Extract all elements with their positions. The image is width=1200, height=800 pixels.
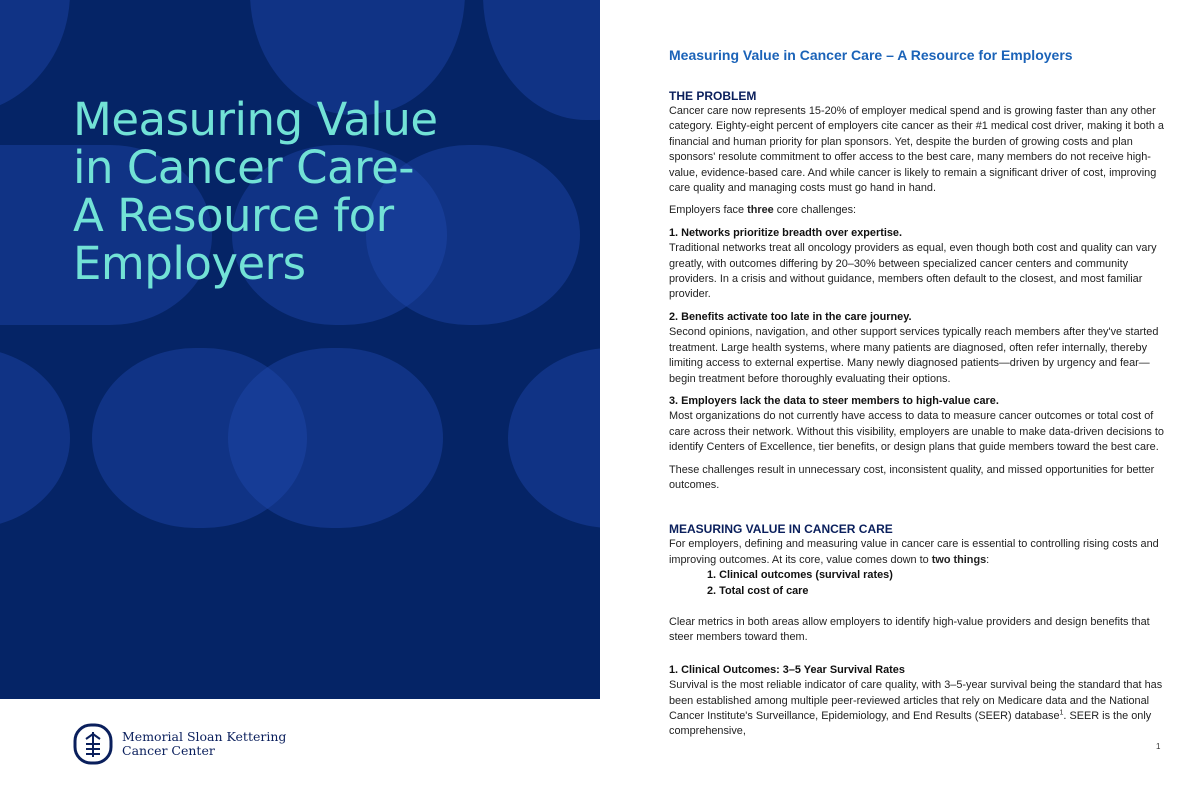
text: . SEER is the only comprehensive, <box>669 710 1152 738</box>
logo-line-2: Cancer Center <box>122 743 215 758</box>
text: Survival is the most reliable indicator of care quality, with 3–5-year survival being the standard that has been established among multiple peer-reviewed articles that rely on Medicare data and the National Cancer Institute's Surveillance, Epidemiology, and End Results (SEER) database <box>669 679 1163 722</box>
cover-title: Measuring Value in Cancer Care- A Resource for Employers <box>73 93 438 290</box>
decorative-shape <box>508 348 600 528</box>
challenge-2-text: Second opinions, navigation, and other support services typically reach members after they've started treatment. Large health systems, where many patients are diagnosed, often refer internally, thereby limiting access to external expertise. Many newly diagnosed patients—driven by urgency and fear—begin treatment before thoroughly evaluating their options. <box>669 326 1159 385</box>
challenge-1-heading: 1. Networks prioritize breadth over expertise. <box>669 226 903 239</box>
clinical-outcomes-text <box>669 678 1169 740</box>
bold-text: two things <box>931 553 987 566</box>
problem-paragraph: Cancer care now represents 15-20% of employer medical spend and is growing faster than any other category. Eighty-eight percent of employers cite cancer as their #1 medical cost driver, making it both a financial and human priority for plan sponsors. Yet, despite the burden of growing costs and plan sponsors' resolute commitment to offer access to the best care, many members do not receive high-value, evidence-based care. And while cancer is likely to remain a significant driver of cost, improving care quality and managing costs must go hand in hand. <box>669 105 1164 195</box>
footnote-ref[interactable]: 1 <box>1059 709 1064 717</box>
challenge-3-heading: 3. Employers lack the data to steer members to high-value care. <box>669 394 999 407</box>
challenge-3-text: Most organizations do not currently have access to data to measure cancer outcomes or total cost of care across their network. Without this visibility, employers are unable to make data-driven decisions to identify Centers of Excellence, tier benefits, or design plans that guide members toward the best care. <box>669 410 1164 454</box>
list-item: 1. Clinical outcomes (survival rates) <box>707 569 893 582</box>
problem-heading: THE PROBLEM <box>669 89 757 103</box>
challenges-intro <box>669 203 1169 218</box>
document-title: Measuring Value in Cancer Care – A Resource for Employers <box>669 47 1073 63</box>
clinical-outcomes-heading: 1. Clinical Outcomes: 3–5 Year Survival Rates <box>669 663 905 676</box>
text: For employers, defining and measuring value in cancer care is essential to controlling rising costs and improving outcomes. At its core, value comes down to <box>669 538 1159 566</box>
decorative-shape <box>483 0 600 120</box>
msk-logo <box>73 723 286 765</box>
text: core challenges: <box>773 204 857 217</box>
challenges-result: These challenges result in unnecessary cost, inconsistent quality, and missed opportunities for better outcomes. <box>669 463 1155 491</box>
decorative-shape <box>0 0 70 115</box>
text: : <box>986 553 990 566</box>
cover-page <box>0 0 600 699</box>
text: Employers face <box>669 204 748 217</box>
measuring-paragraph <box>669 537 1169 568</box>
msk-tree-icon <box>73 723 113 765</box>
page-number: 1 <box>1156 742 1161 751</box>
decorative-shape <box>228 348 443 528</box>
logo-line-1: Memorial Sloan Kettering <box>122 729 287 744</box>
document-page <box>669 46 1169 740</box>
list-item: 2. Total cost of care <box>707 584 809 597</box>
clear-metrics-paragraph: Clear metrics in both areas allow employers to identify high-value providers and design benefits that steer members toward them. <box>669 615 1150 644</box>
measuring-heading: MEASURING VALUE IN CANCER CARE <box>669 522 893 537</box>
challenge-2-heading: 2. Benefits activate too late in the care journey. <box>669 310 912 323</box>
bold-text: three <box>747 204 774 217</box>
challenge-1-text: Traditional networks treat all oncology providers as equal, even though both cost and quality can vary greatly, with outcomes differing by 20–30% between specialized cancer centers and community providers. In a crisis and without guidance, members often default to the closest, and most familiar provider. <box>669 242 1157 301</box>
decorative-shape <box>0 348 70 528</box>
